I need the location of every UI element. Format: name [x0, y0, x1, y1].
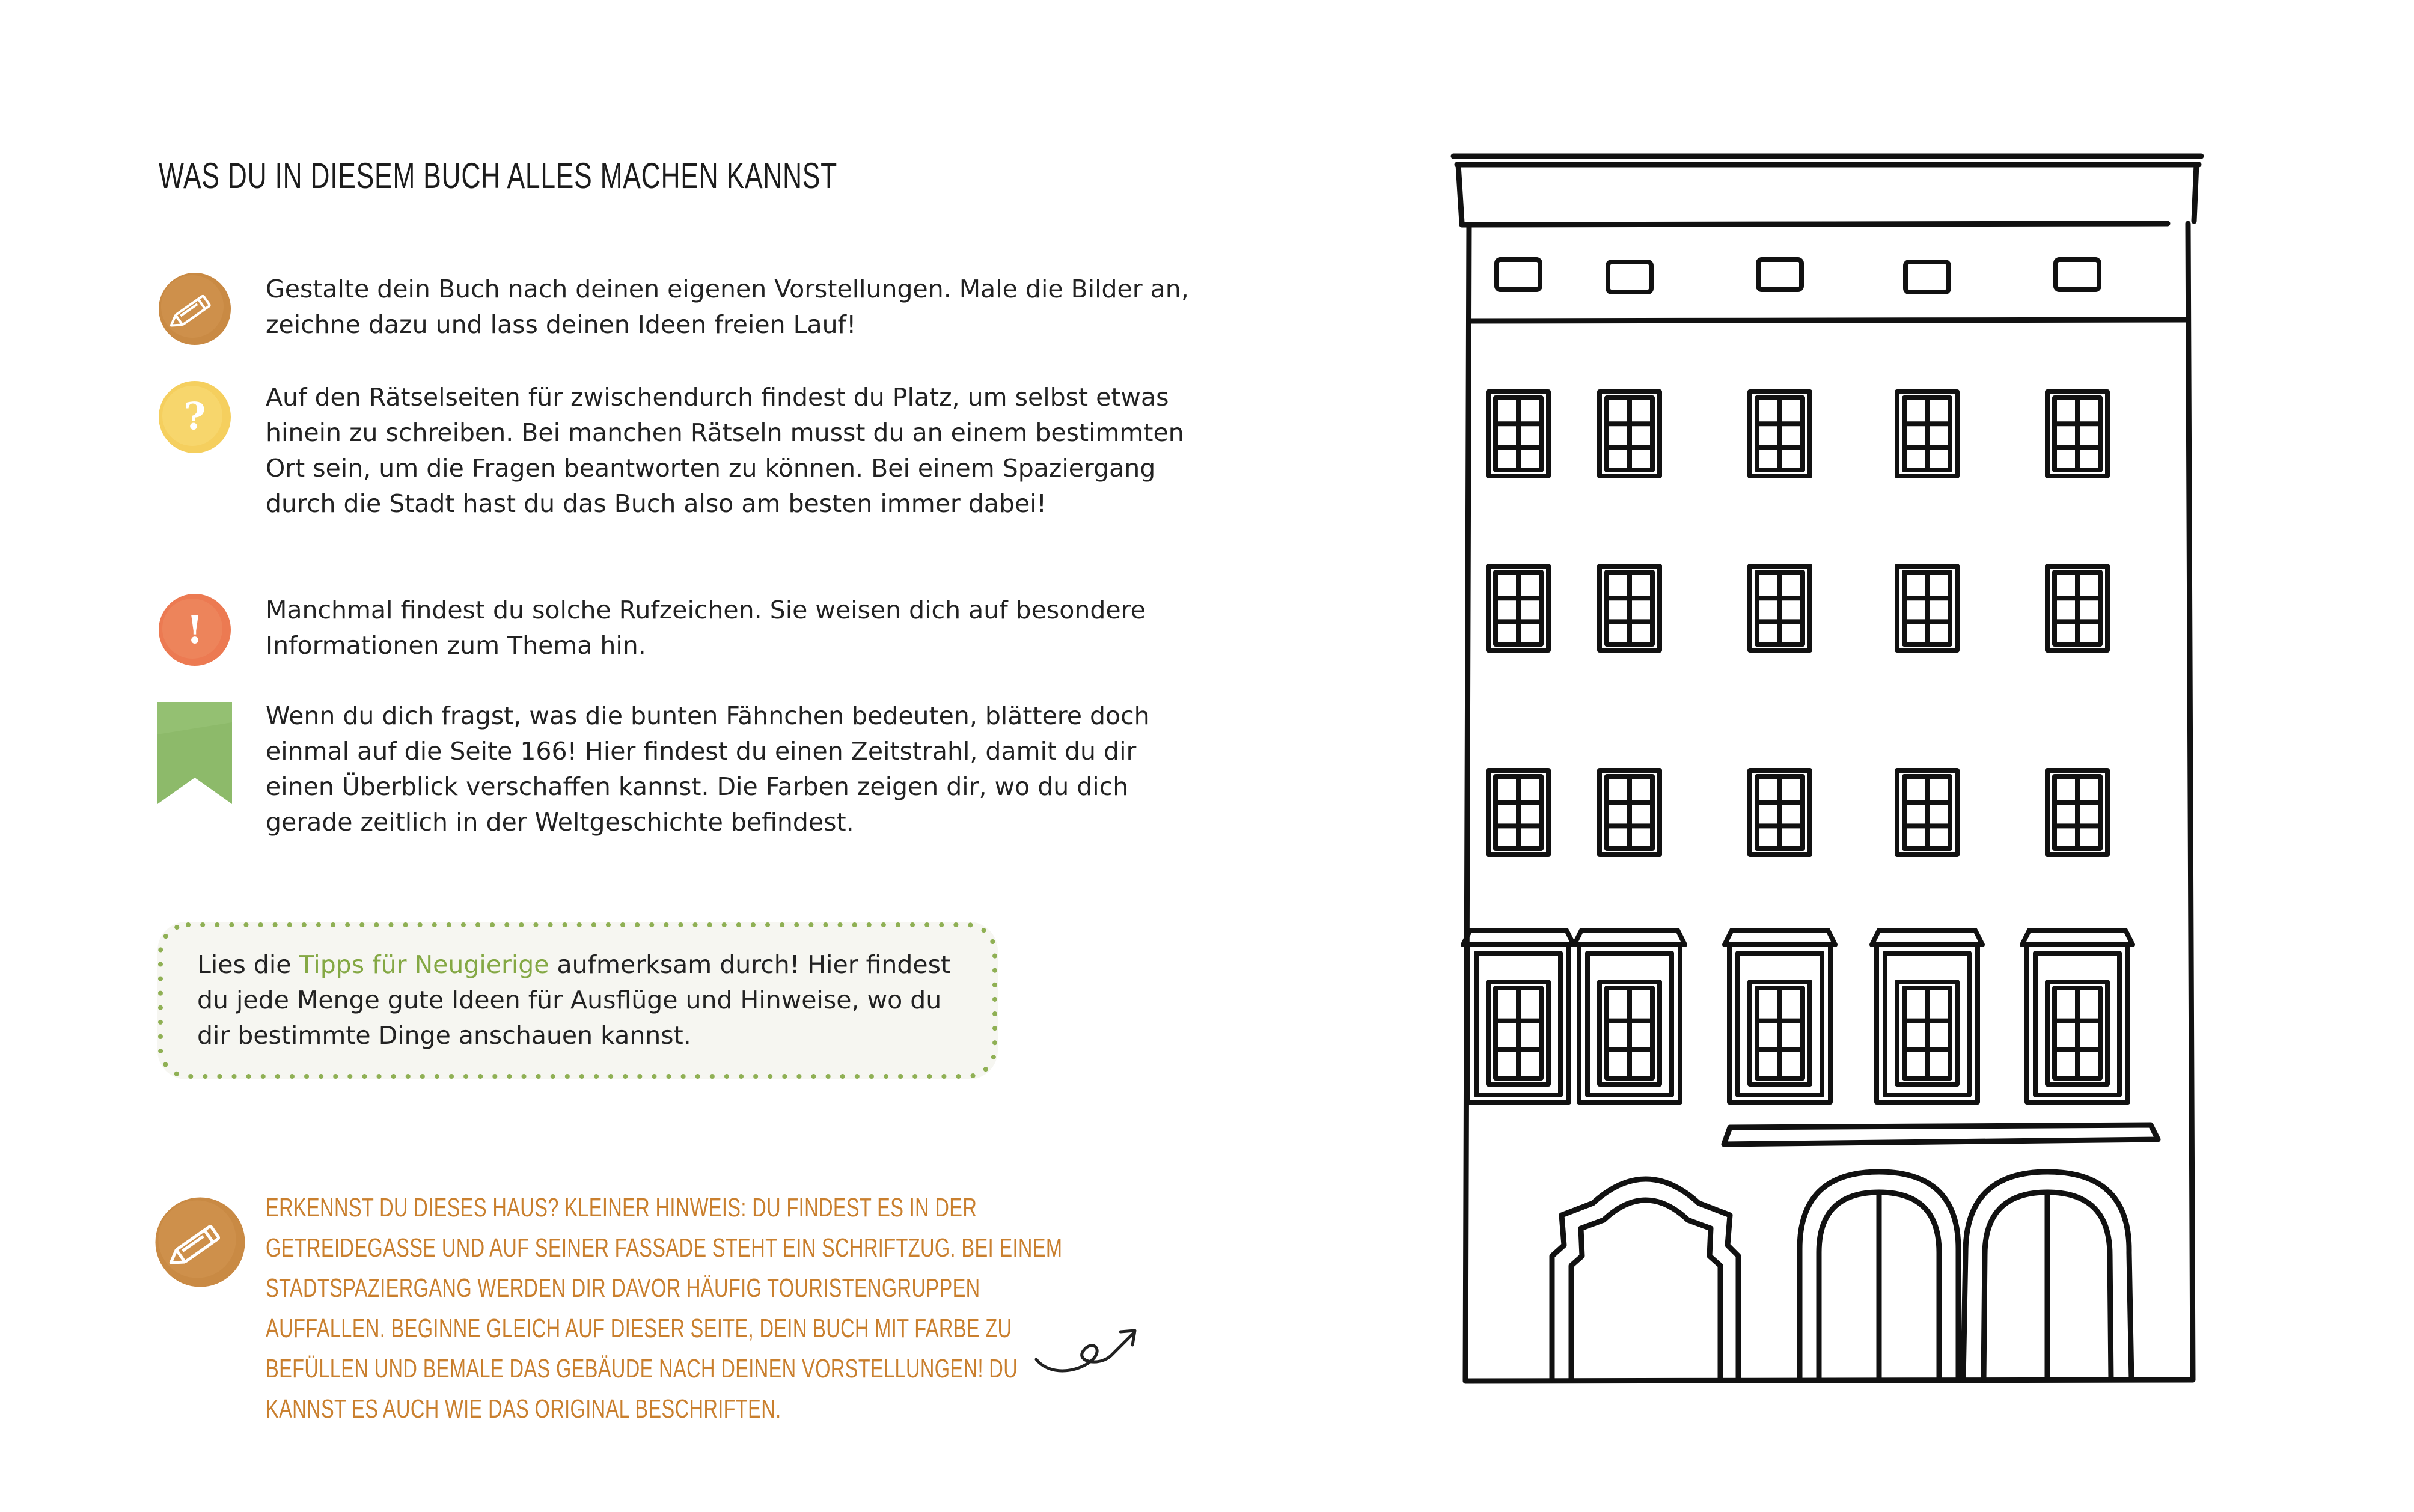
- svg-text:!: !: [186, 608, 204, 653]
- tip-box: [157, 922, 998, 1079]
- window: [2047, 770, 2107, 855]
- info-text-puzzles: Auf den Rätselseiten für zwischendurch findest du Platz, um selbst etwas hinein zu schreiben. Bei manchen Rätseln musst du an einem bestimmten Ort sein, um die Fragen beantworten zu können. Bei einem Spaziergang durch die Stadt hast du das Buch also am besten immer dabei!: [266, 383, 1184, 518]
- pencil-icon: [157, 272, 232, 349]
- tip-text-before: Lies die: [197, 950, 299, 979]
- info-text-draw: Gestalte dein Buch nach deinen eigenen Vorstellungen. Male die Bilder an, zeichne dazu und lass deinen Ideen freien Lauf!: [266, 275, 1189, 339]
- window: [1488, 982, 1548, 1084]
- tip-highlight: Tipps für Neugierige: [299, 950, 549, 979]
- page-heading: WAS DU IN DIESEM BUCH ALLES MACHEN KANNST: [159, 156, 838, 196]
- info-text-notes: Manchmal findest du solche Rufzeichen. Sie weisen dich auf besondere Informationen zum Thema hin.: [266, 596, 1146, 660]
- attic-window: [1758, 260, 1801, 290]
- attic-window: [1905, 262, 1949, 292]
- building-facade-drawing: [1434, 139, 2228, 1410]
- window: [1897, 566, 1957, 650]
- window: [1600, 566, 1660, 650]
- window: [1897, 770, 1957, 855]
- window: [1600, 392, 1660, 476]
- window: [1750, 392, 1810, 476]
- pencil-icon: [154, 1196, 246, 1291]
- question-icon: [157, 380, 232, 457]
- window: [1897, 392, 1957, 476]
- window: [1600, 982, 1660, 1084]
- window: [1750, 982, 1810, 1084]
- tip-text: [197, 947, 973, 1053]
- window: [1600, 770, 1660, 855]
- window: [1488, 770, 1548, 855]
- window: [1488, 392, 1548, 476]
- window: [2047, 392, 2107, 476]
- attic-window: [1497, 260, 1540, 290]
- window: [2047, 982, 2107, 1084]
- window: [2047, 566, 2107, 650]
- curly-arrow-icon: [1033, 1317, 1141, 1386]
- attic-window: [2056, 260, 2099, 290]
- svg-text:?: ?: [183, 394, 206, 438]
- info-text-flags: Wenn du dich fragst, was die bunten Fähnchen bedeuten, blättere doch einmal auf die Seite 166! Hier findest du einen Zeitstrahl, damit du dir einen Überblick verschaffen kannst. Die Farben zeigen dir, wo du dich gerade zeitlich in der Weltgeschichte befindest.: [266, 701, 1150, 837]
- bookmark-flag-icon: [157, 698, 232, 809]
- hint-text: ERKENNST DU DIESES HAUS? KLEINER HINWEIS: DU FINDEST ES IN DER GETREIDEGASSE UND AUF SEINER FASSADE STEHT EIN SCHRIFTZUG. BEI EINEM STADTSPAZIERGANG WERDEN DIR DAVOR HÄUFIG TOURISTENGRUPPEN AUFFALLEN. BEGINNE GLEICH AUF DIESER SEITE, DEIN BUCH MIT FARBE ZU BEFÜLLEN UND BEMALE DAS GEBÄUDE NACH DEINEN VORSTELLUNGEN! DU KANNST ES AUCH WIE DAS ORIGINAL BESCHRIFTEN.: [266, 1193, 1063, 1424]
- attic-window: [1608, 262, 1651, 292]
- tip-text-after: aufmerksam durch! Hier findest du jede Menge gute Ideen für Ausflüge und Hinweise, wo du dir bestimmte Dinge anschauen kannst.: [197, 950, 951, 1050]
- window: [1897, 982, 1957, 1084]
- window: [1750, 566, 1810, 650]
- exclamation-icon: [157, 593, 232, 669]
- window: [1750, 770, 1810, 855]
- window: [1488, 566, 1548, 650]
